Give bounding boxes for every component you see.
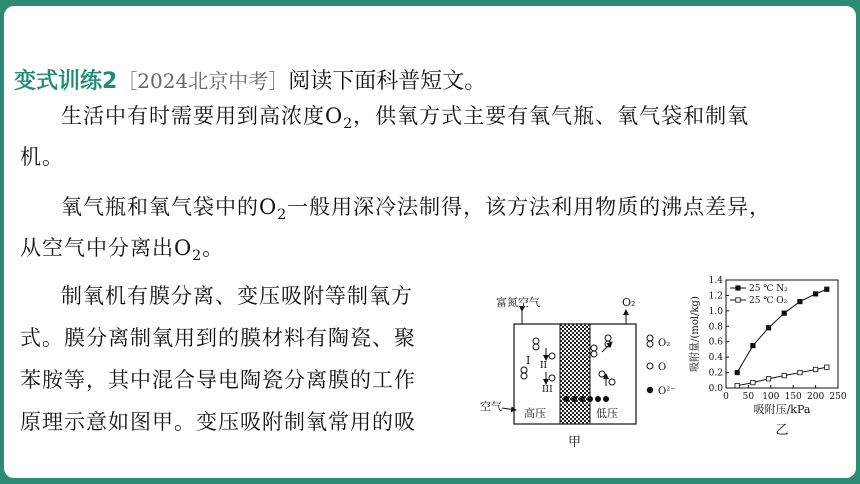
y-tick-label: 0.4 bbox=[708, 353, 723, 364]
legend-label: 25 ℃ O₂ bbox=[749, 296, 788, 306]
x-tick-label: 150 bbox=[784, 392, 802, 402]
slide-card bbox=[4, 6, 856, 478]
data-point bbox=[798, 299, 802, 303]
paragraph-3-line-1: 制氧机有膜分离、变压吸附等制氧方 bbox=[61, 284, 413, 308]
chart-plot-area bbox=[688, 276, 847, 438]
diagram-membrane bbox=[560, 324, 590, 424]
data-point bbox=[751, 380, 755, 384]
y-axis-label: 吸附量/(mol/kg) bbox=[690, 296, 701, 372]
diagram-label-low-pressure: 低压 bbox=[596, 407, 618, 420]
diagram-label-high-pressure: 高压 bbox=[524, 407, 546, 420]
data-point bbox=[766, 377, 770, 381]
data-point bbox=[782, 311, 786, 315]
legend-label-o2-ion: O²⁻ bbox=[658, 386, 676, 397]
y-tick-label: 0.2 bbox=[708, 368, 723, 379]
y-tick-label: 0.0 bbox=[708, 384, 723, 394]
paragraph-3-line-3: 苯胺等，其中混合导电陶瓷分离膜的工作 bbox=[20, 368, 416, 392]
y-tick-label: 0.6 bbox=[708, 337, 723, 348]
data-point bbox=[735, 370, 739, 374]
y-tick-label: 0.8 bbox=[708, 322, 723, 333]
legend-label: 25 ℃ N₂ bbox=[749, 284, 788, 294]
exercise-instruction: 阅读下面科普短文。 bbox=[288, 69, 487, 94]
figure-jia-caption: 甲 bbox=[568, 435, 582, 450]
data-point bbox=[798, 370, 802, 374]
y-tick-label: 1.0 bbox=[708, 306, 723, 317]
exercise-heading bbox=[14, 64, 486, 95]
legend-label-o2: O₂ bbox=[658, 338, 671, 349]
x-tick-label: 0 bbox=[723, 392, 729, 402]
exercise-tag: 变式训练2 bbox=[14, 69, 118, 94]
membrane-diagram bbox=[474, 286, 694, 461]
adsorption-chart bbox=[676, 270, 854, 470]
x-tick-label: 50 bbox=[742, 392, 755, 402]
data-point bbox=[825, 365, 829, 369]
legend-label-o: O bbox=[658, 362, 667, 373]
data-point bbox=[751, 343, 755, 347]
legend-marker bbox=[736, 298, 740, 302]
paragraph-3-line-2: 式。膜分离制氧用到的膜材料有陶瓷、聚 bbox=[20, 326, 416, 350]
paragraph-1-line-2: 机。 bbox=[20, 145, 64, 169]
exercise-source: ［2024北京中考］ bbox=[117, 69, 289, 93]
y-tick-label: 1.4 bbox=[708, 276, 723, 286]
diagram-step-1: I bbox=[526, 354, 531, 367]
data-point bbox=[782, 373, 786, 377]
data-point bbox=[735, 383, 739, 387]
data-point bbox=[813, 292, 817, 296]
data-point bbox=[813, 367, 817, 371]
figure-yi-caption: 乙 bbox=[775, 423, 789, 438]
x-axis-label: 吸附压/kPa bbox=[753, 403, 811, 416]
x-tick-label: 200 bbox=[807, 392, 825, 402]
diagram-label-air: 空气 bbox=[480, 400, 502, 413]
data-point bbox=[825, 287, 829, 291]
x-tick-label: 100 bbox=[762, 392, 780, 402]
diagram-label-nitrogen-air: 富氮空气 bbox=[496, 296, 540, 309]
diagram-step-3: III bbox=[542, 385, 553, 395]
y-tick-label: 1.2 bbox=[708, 291, 723, 302]
paragraph-2-line-2: 从空气中分离出$O_2$。 bbox=[20, 236, 225, 265]
diagram-step-2: II bbox=[540, 361, 548, 371]
x-tick-label: 250 bbox=[829, 392, 847, 402]
paragraph-1-line-1: 生活中有时需要用到高浓度$O_2$，供氧方式主要有氧气瓶、氧气袋和制氧 bbox=[61, 104, 750, 133]
data-point bbox=[766, 326, 770, 330]
diagram-label-oxygen-out: O₂ bbox=[622, 296, 636, 309]
legend-marker bbox=[736, 286, 740, 290]
paragraph-3-line-4: 原理示意如图甲。变压吸附制氧常用的吸 bbox=[20, 410, 416, 434]
paragraph-2-line-1: 氧气瓶和氧气袋中的$O_2$一般用深冷法制得，该方法利用物质的沸点差异， bbox=[61, 195, 772, 224]
